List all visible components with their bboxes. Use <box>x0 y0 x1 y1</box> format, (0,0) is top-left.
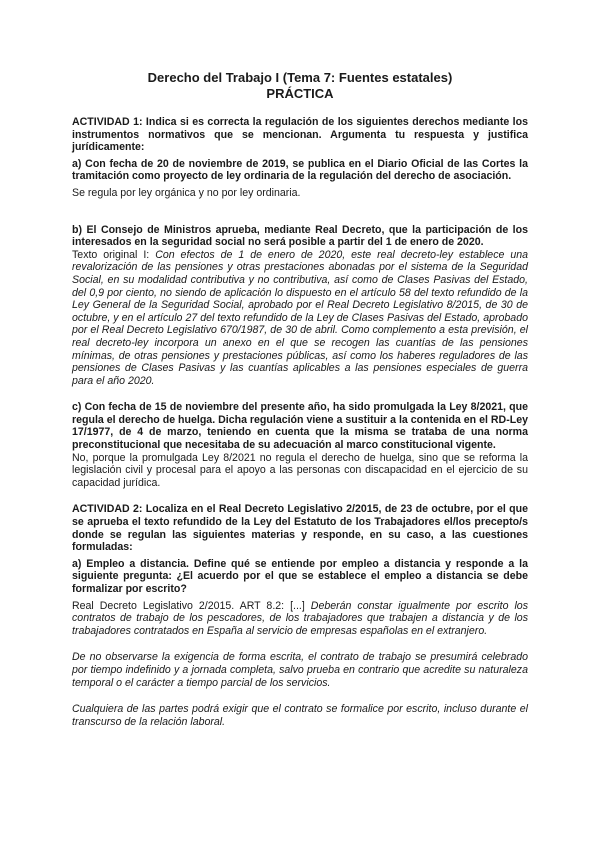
document-subtitle: PRÁCTICA <box>266 86 334 101</box>
activity1-a-answer: Se regula por ley orgánica y no por ley ordinaria. <box>72 186 301 199</box>
document-title: Derecho del Trabajo I (Tema 7: Fuentes estatales) <box>147 70 453 85</box>
activity2-prompt: ACTIVIDAD 2: Localiza en el Real Decreto Legislativo 2/2015, de 23 de octubre, por el que se aprueba el texto refundido de la Ley del Estatuto de los Trabajadores el/los precepto/s donde se regulan las siguientes materias y responde, en su caso, a las cuestiones formuladas: <box>72 503 528 554</box>
activity1-prompt: ACTIVIDAD 1: Indica si es correcta la regulación de los siguientes derechos mediante los instrumentos normativos que se mencionan. Argumenta tu respuesta y justifica jurídicamente: <box>72 116 528 154</box>
activity1-b-answer <box>72 249 528 388</box>
activity1-b-question: b) El Consejo de Ministros aprueba, mediante Real Decreto, que la participación de los interesados en la seguridad social no será posible a partir del 1 de enero de 2020. <box>72 223 528 249</box>
activity1-a-question: a) Con fecha de 20 de noviembre de 2019, se publica en el Diario Oficial de las Cortes la tramitación como proyecto de ley ordinaria de la regulación del derecho de asociación. <box>72 157 528 183</box>
activity2-paragraph-3: Cualquiera de las partes podrá exigir que el contrato se formalice por escrito, incluso durante el transcurso de la relación laboral. <box>72 703 528 728</box>
document-page <box>72 70 528 728</box>
activity1-b-answer-text: Con efectos de 1 de enero de 2020, este real decreto-ley establece una revalorización de las pensiones y otras prestaciones abonadas por el sistema de la Seguridad Social, en su modalidad contributiva y no contributiva, así como de Clases Pasivas del Estado, del 0,9 por ciento, no siendo de aplicación lo dispuesto en el artículo 58 del texto refundido de la Ley General de la Seguridad Social, aprobado por el Real Decreto Legislativo 8/2015, de 30 de octubre, y en el artículo 27 del texto refundido de la Ley de Clases Pasivas del Estado, aprobado por el Real Decreto Legislativo 670/1987, de 30 de abril. Como complemento a esta previsión, el real decreto-ley incorpora un anexo en el que se recogen las cuantías de las pensiones mínimas, de otras pensiones y prestaciones públicas, así como los haberes reguladores de las pensiones de Clases Pasivas y las cuantías aplicables a las pensiones especiales de guerra para el año 2020. <box>72 248 528 387</box>
activity1-c-answer: No, porque la promulgada Ley 8/2021 no regula el derecho de huelga, sino que se reforma la legislación civil y procesal para el apoyo a las personas con discapacidad en el ejercicio de su capacidad jurídica. <box>72 451 528 489</box>
activity2-a-answer-label: Real Decreto Legislativo 2/2015. ART 8.2: [...] <box>72 599 311 612</box>
activity2-a-question: a) Empleo a distancia. Define qué se entiende por empleo a distancia y responde a la siguiente pregunta: ¿El acuerdo por el que se establece el empleo a distancia se debe formalizar por escrito? <box>72 557 528 595</box>
activity1-c-question: c) Con fecha de 15 de noviembre del presente año, ha sido promulgada la Ley 8/2021, que regula el derecho de huelga. Dicha regulación viene a sustituir a la contenida en el RD-Ley 17/1977, de 4 de marzo, teniendo en cuenta que la misma se trataba de una norma preconstitucional que necesitaba de su adecuación al marco constitucional vigente. <box>72 401 528 452</box>
activity1-b-answer-label: Texto original I: <box>72 248 156 261</box>
activity2-a-answer <box>72 600 528 638</box>
activity2-paragraph-2: De no observarse la exigencia de forma escrita, el contrato de trabajo se presumirá celebrado por tiempo indefinido y a jornada completa, salvo prueba en contrario que acredite su naturaleza temporal o el carácter a tiempo parcial de los servicios. <box>72 651 528 689</box>
activity2-a-answer-text: Deberán constar igualmente por escrito los contratos de trabajo de los pescadores, de los trabajadores que trabajen a distancia y de los trabajadores contratados en España al servicio de empresas españolas en el extranjero. <box>72 599 528 637</box>
